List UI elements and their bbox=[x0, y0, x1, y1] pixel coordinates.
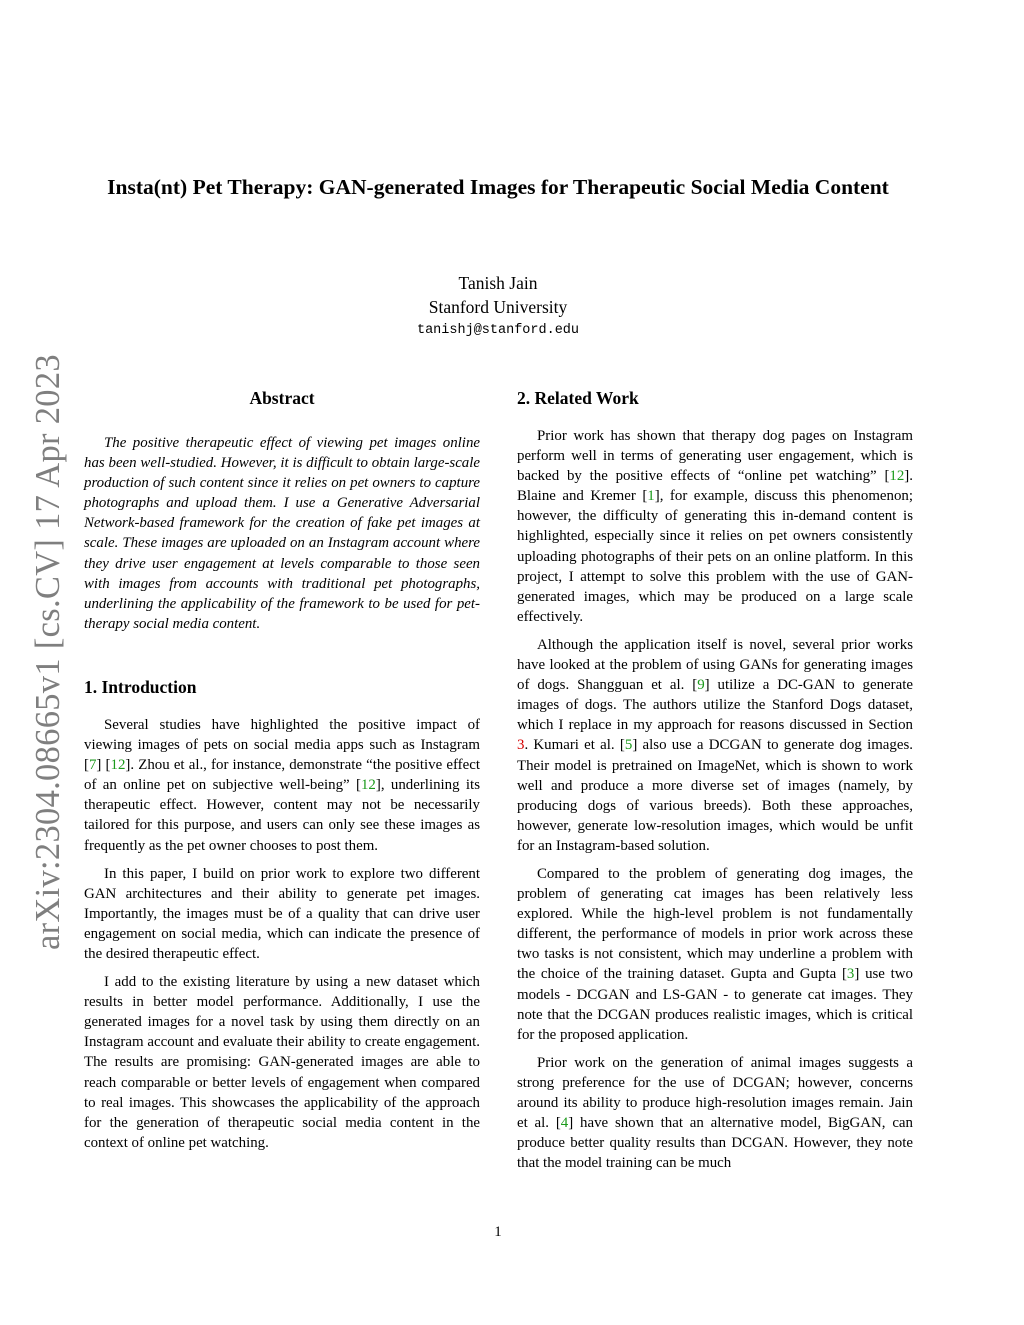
citation-link[interactable]: 1 bbox=[647, 488, 655, 505]
citation-link[interactable]: 4 bbox=[560, 1115, 569, 1132]
citation-link[interactable]: 12 bbox=[360, 777, 376, 794]
citation-link[interactable]: 12 bbox=[889, 468, 905, 485]
author-name: Tanish Jain bbox=[458, 273, 538, 293]
related-paragraph-2: Although the application itself is novel, several prior works have looked at the problem of using GANs for generating images of dogs. Shangguan et al. [9] utilize a DC-GAN to generate images of dogs. The authors utilize the Stanford Dogs dataset, which I replace in my approach for reasons discussed in Section 3. Kumari et al. [5] also use a DCGAN to generate dog images. Their model is pretrained on ImageNet, which is shown to work well and produce a more diverse set of images (namely, by producing dogs of various breeds). Both these approaches, however, generate low-resolution images, which would be unfit for an Instagram-based solution. bbox=[517, 636, 913, 854]
arxiv-identifier: arXiv:2304.08665v1 [cs.CV] 17 Apr 2023 bbox=[29, 354, 67, 950]
introduction-heading: 1. Introduction bbox=[84, 676, 197, 697]
intro-paragraph-3: I add to the existing literature by using a new dataset which results in better model performance. Additionally, I use the generated images for a novel task by using them directly on an Instagram account and evaluate their ability to create engagement. The results are promising: GAN-generated images are able to reach comparable or better levels of engagement when compared to real images. This showcases the applicability of the approach for the generation of therapeutic social media content in the context of online pet watching. bbox=[84, 974, 480, 1151]
citation-link[interactable]: 3 bbox=[846, 966, 855, 983]
section-reference-link[interactable]: 3 bbox=[517, 737, 525, 754]
citation-link[interactable]: 5 bbox=[624, 737, 633, 754]
intro-paragraph-1: Several studies have highlighted the positive impact of viewing images of pets on social media apps such as Instagram [7] [12]. Zhou et al., for instance, demonstrate “the positive effect of an online pet on subjective well-being” [12], underlining its therapeutic effect. However, content may not be necessarily tailored for this purpose, and users can only see these images as frequently as the pet owner chooses to post them. bbox=[84, 716, 480, 854]
citation-link[interactable]: 12 bbox=[110, 757, 126, 774]
related-paragraph-4: Prior work on the generation of animal images suggests a strong preference for the use of DCGAN; however, concerns around its ability to produce high-resolution images remain. Jain et al. [4] have shown that an alternative model, BigGAN, can produce better quality results than DCGAN. However, they note that the model training can be much bbox=[517, 1054, 913, 1172]
paper-title: Insta(nt) Pet Therapy: GAN-generated Images for Therapeutic Social Media Content bbox=[107, 175, 889, 199]
abstract-text: The positive therapeutic effect of viewing pet images online has been well-studied. However, it is difficult to obtain large-scale production of such content since it relies on pet owners to capture photographs and upload them. I use a Generative Adversarial Network-based framework for the creation of fake pet images at scale. These images are uploaded on an Instagram account where they drive user engagement at levels comparable to those seen with images from accounts with traditional pet photographs, underlining the applicability of the framework to be used for pet-therapy social media content. bbox=[84, 435, 480, 632]
left-column bbox=[84, 385, 480, 1161]
citation-link[interactable]: 7 bbox=[88, 757, 97, 774]
page-number: 1 bbox=[494, 1224, 502, 1240]
author-affiliation: Stanford University bbox=[428, 297, 568, 317]
intro-paragraph-2: In this paper, I build on prior work to explore two different GAN architectures and their ability to generate pet images. Importantly, the images must be of a quality that can drive user engagement on social media, which can indicate the presence of the desired therapeutic effect. bbox=[84, 865, 480, 962]
right-column bbox=[517, 385, 913, 1181]
author-email[interactable]: tanishj@stanford.edu bbox=[416, 323, 580, 338]
related-paragraph-1: Prior work has shown that therapy dog pages on Instagram perform well in terms of generating user engagement, which is backed by the positive effects of “online pet watching” [12]. Blaine and Kremer [1], for example, discuss this phenomenon; however, the difficulty of generating this in-demand content is highlighted, especially since it relies on pet owners consistently uploading photographs of their pets on an online platform. In this project, I attempt to solve this problem with the use of GAN-generated images, which may be produced on a large scale effectively. bbox=[517, 428, 913, 625]
abstract-heading: Abstract bbox=[249, 388, 315, 408]
related-paragraph-3: Compared to the problem of generating dog images, the problem of generating cat images has been relatively less explored. While the high-level problem is not fundamentally different, the performance of models in prior work across these two tasks is not consistent, which may underline a problem with the choice of the training dataset. Gupta and Gupta [3] use two models - DCGAN and LS-GAN - to generate cat images. They note that the DCGAN produces realistic images, which is critical for the proposed application. bbox=[517, 865, 913, 1043]
citation-link[interactable]: 9 bbox=[697, 677, 705, 694]
related-work-heading: 2. Related Work bbox=[517, 388, 639, 408]
